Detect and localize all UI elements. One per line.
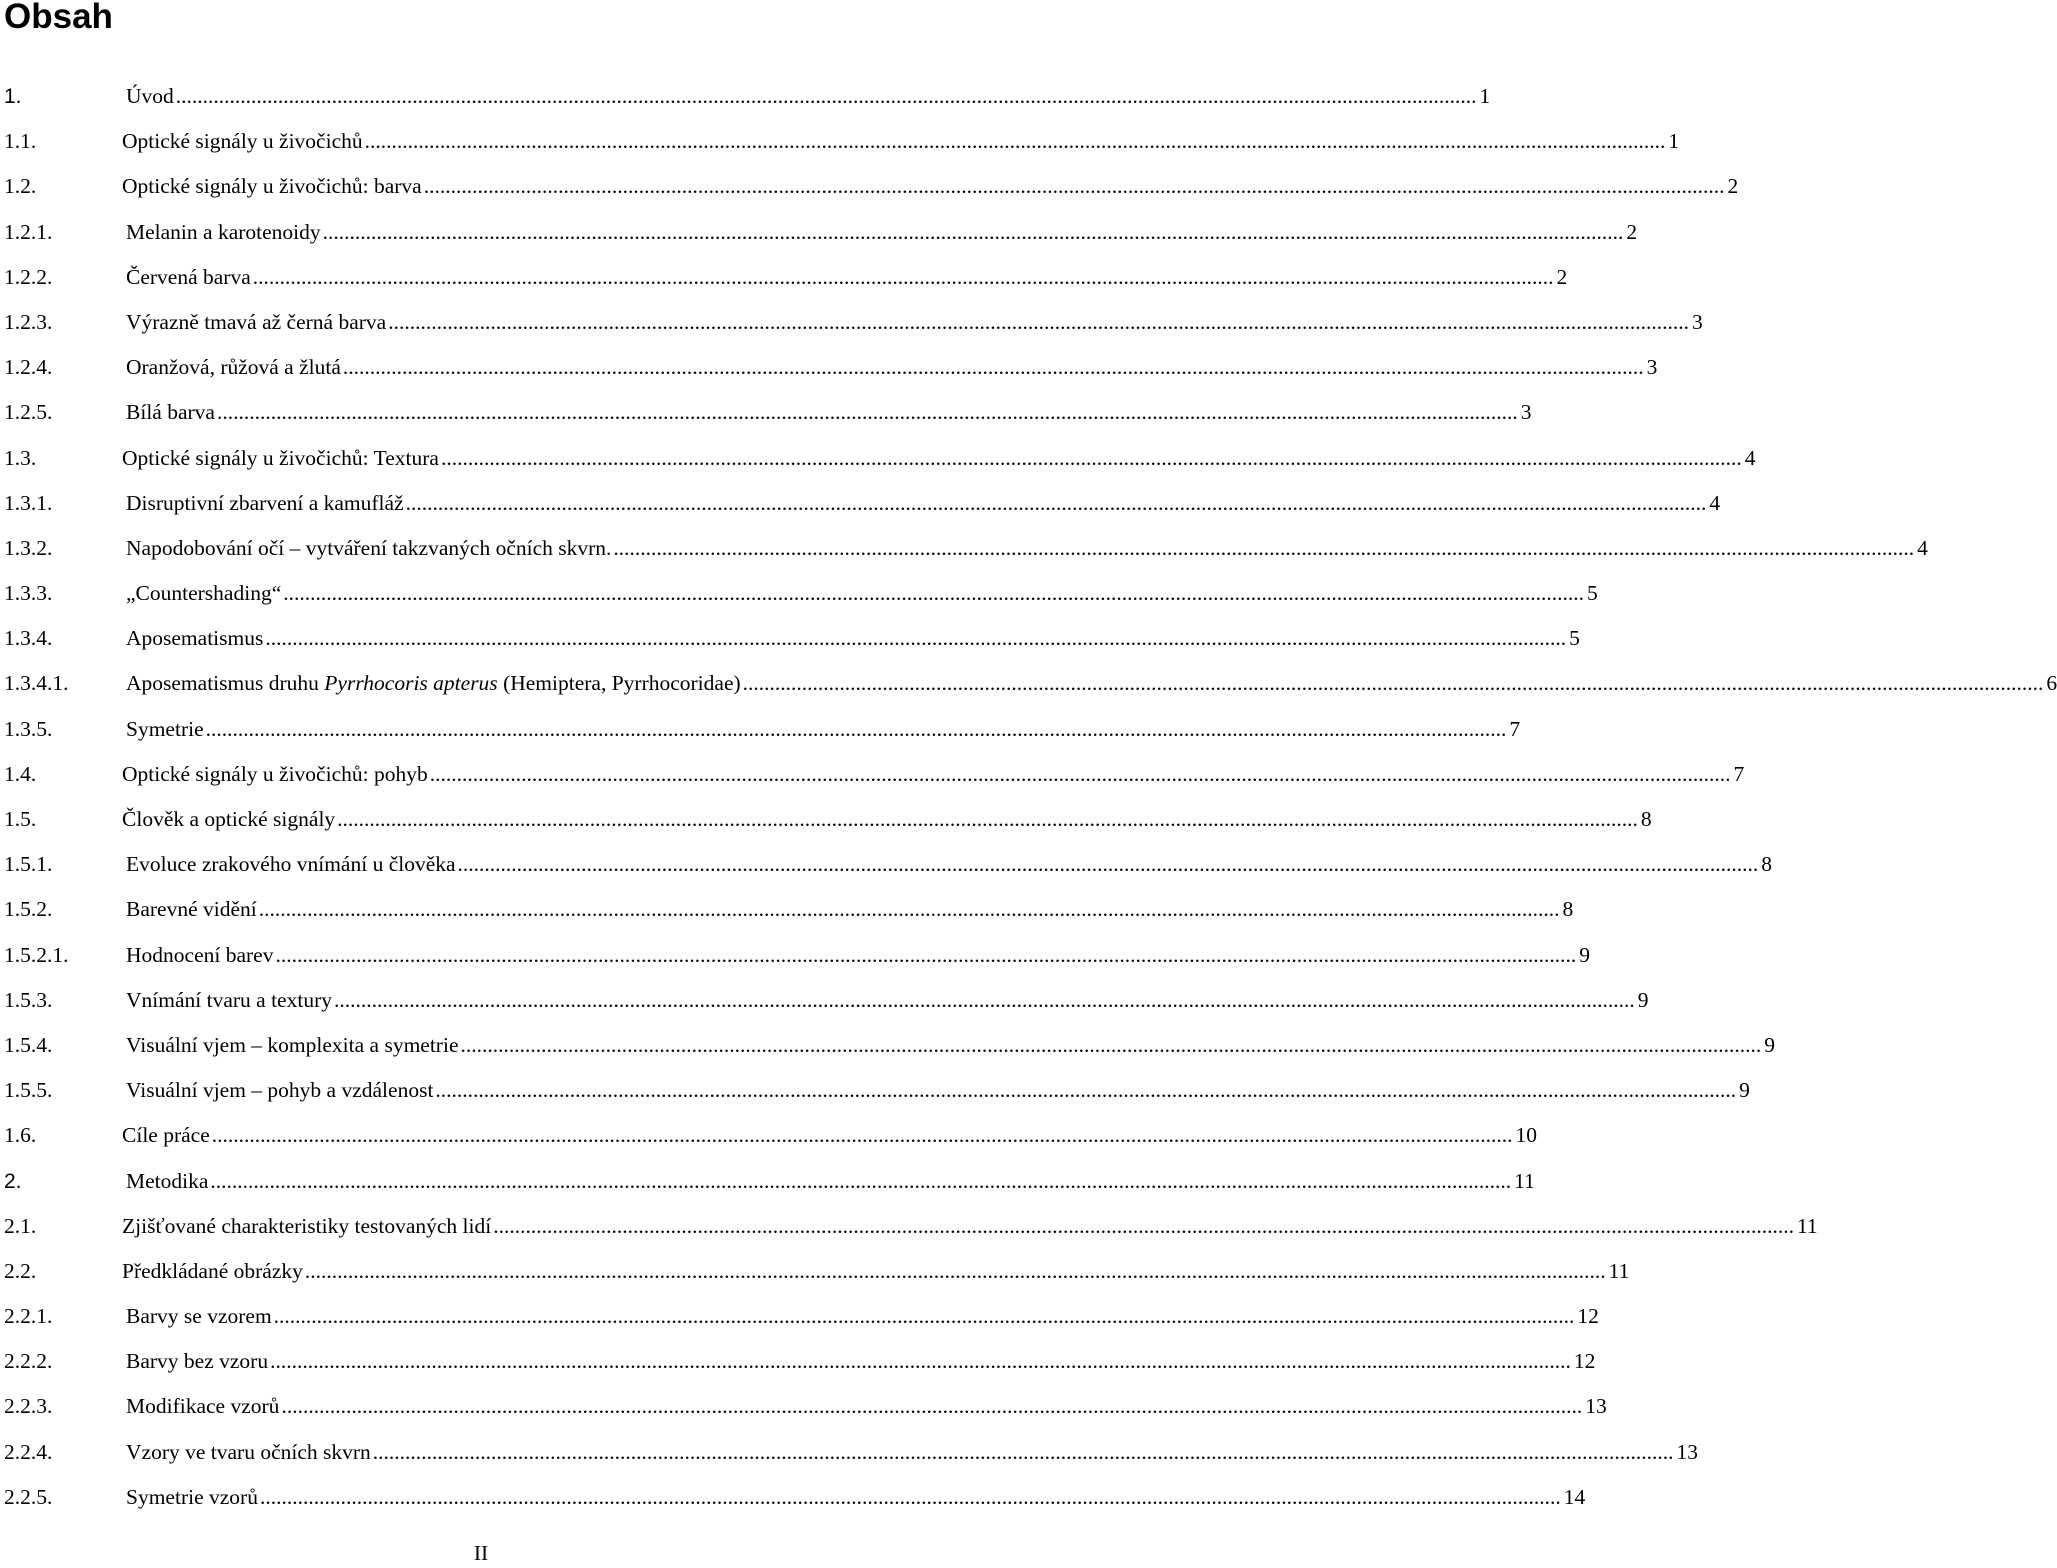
toc-entry-title[interactable]: Úvod (126, 84, 174, 108)
toc-entry-title[interactable]: Melanin a karotenoidy (126, 219, 321, 244)
toc-entry-page: 2 (1727, 174, 1739, 199)
dot-leader (743, 661, 2044, 706)
toc-entry-title[interactable]: Optické signály u živočichů (122, 129, 363, 154)
toc-entry-page: 3 (1646, 355, 1658, 380)
toc-entry-title[interactable]: Bílá barva (126, 400, 215, 425)
toc-entry[interactable] (0, 1339, 1596, 1384)
toc-entry-title[interactable]: Hodnocení barev (126, 942, 274, 967)
toc-entry[interactable] (0, 255, 1568, 300)
toc-entry-number: 1.2. (4, 174, 37, 199)
toc-entry-number: 2.2.4. (4, 1439, 53, 1464)
toc-entry-number: 1.2.4. (4, 355, 53, 380)
toc-entry[interactable] (0, 616, 1580, 661)
toc-entry-title[interactable]: Symetrie (126, 716, 204, 741)
toc-entry-title[interactable]: Člověk a optické signály (122, 807, 336, 831)
toc-entry-page: 12 (1577, 1304, 1599, 1329)
toc-entry-number: 1.5.2. (4, 897, 53, 922)
toc-entry-page: 1 (1479, 84, 1491, 108)
toc-entry-number: 2.1. (4, 1213, 37, 1238)
toc-entry-number: 1.3.4.1. (4, 671, 69, 696)
toc-entry-number: 1.5.3. (4, 987, 53, 1012)
toc-entry[interactable] (0, 481, 1721, 526)
toc-entry[interactable] (0, 887, 1574, 932)
toc-entry[interactable] (0, 661, 2057, 706)
toc-entry-page: 8 (1640, 807, 1652, 831)
toc-entry[interactable] (0, 345, 1658, 390)
toc-entry-number: 1.2.5. (4, 400, 53, 425)
dot-leader (493, 1204, 1794, 1249)
page-number: II (473, 1541, 489, 1565)
toc-entry-title[interactable]: Modifikace vzorů (126, 1394, 280, 1419)
toc-entry-page: 5 (1569, 626, 1580, 651)
toc-entry-page: 12 (1573, 1349, 1596, 1374)
dot-leader (260, 1475, 1561, 1520)
toc-entry-page: 14 (1563, 1484, 1586, 1509)
toc-entry-title[interactable]: Barvy se vzorem (126, 1304, 272, 1329)
toc-entry-title[interactable]: Metodika (126, 1168, 209, 1193)
toc-entry-number: 1.2.2. (4, 264, 53, 289)
toc-entry-page: 13 (1585, 1394, 1607, 1419)
toc-entry-page: 1 (1668, 129, 1680, 154)
dot-leader (373, 1430, 1674, 1475)
toc-entry-page: 11 (1514, 1168, 1535, 1193)
toc-entry[interactable] (0, 1249, 1630, 1294)
toc-entry-page: 6 (2046, 671, 2057, 696)
dot-leader (253, 255, 1554, 300)
toc-entry[interactable] (0, 842, 1773, 887)
toc-entry-number: 2.2.1. (4, 1304, 53, 1329)
dot-leader (334, 978, 1635, 1023)
dot-leader (212, 1113, 1513, 1158)
toc-entry-title-part: (Hemiptera, Pyrrhocoridae) (497, 671, 741, 696)
toc-entry-title[interactable]: Optické signály u živočichů: pohyb (122, 761, 428, 786)
toc-entry-title[interactable]: Oranžová, růžová a žlutá (126, 355, 341, 380)
toc-entry-title[interactable]: Červená barva (126, 264, 251, 289)
toc-entry[interactable] (0, 210, 1638, 255)
dot-leader (217, 390, 1518, 435)
toc-entry-page: 5 (1587, 581, 1598, 606)
toc-entry[interactable] (0, 1113, 1537, 1158)
dot-leader (430, 752, 1731, 797)
toc-entry-page: 7 (1733, 761, 1745, 786)
toc-entry-page: 4 (1917, 535, 1928, 560)
toc-entry-title[interactable]: Výrazně tmavá až černá barva (126, 309, 387, 334)
dot-leader (441, 436, 1742, 481)
toc-entry-page: 8 (1562, 897, 1574, 922)
toc-entry[interactable] (0, 797, 1652, 842)
toc-entry-page: 11 (1796, 1213, 1818, 1238)
toc-entry[interactable] (0, 1159, 1535, 1204)
toc-entry-title[interactable]: Cíle práce (122, 1123, 210, 1148)
toc-entry-number: 2.2.3. (4, 1394, 53, 1419)
toc-entry-number: 1.4. (4, 761, 37, 786)
toc-entry-number: 1.6. (4, 1123, 37, 1148)
toc-entry-number: 1.5.1. (4, 852, 53, 877)
toc-entry-page: 7 (1509, 716, 1521, 741)
toc-entry-page: 8 (1761, 852, 1773, 877)
toc-entry-number: 1.5.4. (4, 1032, 53, 1057)
toc-entry[interactable] (0, 1068, 1750, 1113)
toc-entry-page: 4 (1744, 445, 1756, 470)
toc-entry-number: 1.3. (4, 445, 37, 470)
dot-leader (406, 481, 1707, 526)
toc-entry-title[interactable]: Předkládané obrázky (122, 1258, 303, 1283)
toc-entry-page: 2 (1556, 264, 1568, 289)
toc-entry[interactable] (0, 436, 1756, 481)
toc-entry[interactable] (0, 1204, 1818, 1249)
toc-entry[interactable] (0, 1294, 1599, 1339)
dot-leader (435, 1068, 1736, 1113)
dot-leader (337, 797, 1638, 842)
toc-entry[interactable] (0, 526, 1928, 571)
toc-entry-page: 13 (1676, 1439, 1699, 1464)
toc-entry-title[interactable]: Vzory ve tvaru očních skvrn (126, 1439, 371, 1464)
table-of-contents (0, 74, 2057, 1520)
toc-entry[interactable] (0, 74, 1491, 119)
toc-entry-number: 1.3.1. (4, 490, 53, 515)
toc-entry-number: 2.2.5. (4, 1484, 53, 1509)
dot-leader (265, 616, 1566, 661)
dot-leader (206, 707, 1507, 752)
toc-entry-number: 2. (4, 1169, 22, 1193)
toc-entry[interactable] (0, 390, 1532, 435)
toc-entry-title[interactable]: Zjišťované charakteristiky testovaných lidí (122, 1213, 492, 1238)
toc-entry-number: 2.2.2. (4, 1349, 53, 1374)
dot-leader (270, 1339, 1571, 1384)
toc-entry-number: 2.2. (4, 1258, 37, 1283)
toc-entry-number: 1.3.4. (4, 626, 53, 651)
dot-leader (259, 887, 1560, 932)
toc-entry-title[interactable]: Aposematismus (126, 626, 264, 651)
toc-entry-number: 1.5. (4, 807, 37, 831)
toc-entry-title[interactable]: Vnímání tvaru a textury (126, 987, 332, 1012)
toc-entry-title[interactable]: Visuální vjem – komplexita a symetrie (126, 1032, 459, 1057)
dot-leader (305, 1249, 1606, 1294)
dot-leader (460, 1023, 1761, 1068)
toc-entry-page: 2 (1626, 219, 1638, 244)
dot-leader (210, 1159, 1511, 1204)
dot-leader (283, 571, 1584, 616)
toc-entry-title[interactable]: Evoluce zrakového vnímání u člověka (126, 852, 456, 877)
dot-leader (388, 300, 1689, 345)
page-title: Obsah (4, 0, 113, 36)
toc-entry[interactable] (0, 119, 1680, 164)
toc-entry-title[interactable]: Disruptivní zbarvení a kamufláž (126, 490, 404, 515)
toc-entry-number: 1. (4, 85, 22, 108)
toc-entry[interactable] (0, 571, 1598, 616)
toc-entry[interactable] (0, 1475, 1586, 1520)
toc-entry-title[interactable]: Symetrie vzorů (126, 1484, 258, 1509)
toc-entry-title[interactable]: „Countershading“ (126, 581, 282, 606)
toc-entry-page: 4 (1709, 490, 1721, 515)
toc-entry-title[interactable]: Visuální vjem – pohyb a vzdálenost (126, 1078, 434, 1103)
toc-entry[interactable] (0, 978, 1649, 1023)
toc-entry-number: 1.3.3. (4, 581, 53, 606)
dot-leader (275, 933, 1576, 978)
toc-entry[interactable] (0, 1384, 1607, 1429)
dot-leader (274, 1294, 1575, 1339)
toc-entry-number: 1.5.5. (4, 1078, 53, 1103)
toc-entry-number: 1.2.1. (4, 219, 53, 244)
toc-entry[interactable] (0, 752, 1745, 797)
dot-leader (613, 526, 1914, 571)
toc-entry-number: 1.5.2.1. (4, 942, 69, 967)
toc-entry-page: 3 (1520, 400, 1532, 425)
toc-entry-page: 9 (1637, 987, 1649, 1012)
toc-entry-page: 9 (1579, 942, 1590, 967)
toc-entry-title[interactable] (126, 661, 741, 706)
dot-leader (365, 119, 1666, 164)
toc-entry[interactable] (0, 300, 1703, 345)
toc-entry-number: 1.3.2. (4, 535, 53, 560)
dot-leader (424, 164, 1725, 209)
dot-leader (281, 1384, 1582, 1429)
toc-entry-page: 10 (1515, 1123, 1537, 1148)
dot-leader (458, 842, 1759, 887)
toc-entry-page: 9 (1739, 1078, 1750, 1103)
toc-entry[interactable] (0, 933, 1590, 978)
toc-entry[interactable] (0, 707, 1521, 752)
toc-entry-page: 9 (1764, 1032, 1775, 1057)
toc-entry[interactable] (0, 164, 1739, 209)
toc-entry-title[interactable]: Barvy bez vzoru (126, 1349, 269, 1374)
toc-entry-title[interactable]: Napodobování očí – vytváření takzvaných očních skvrn. (126, 535, 612, 560)
toc-entry-number: 1.1. (4, 129, 37, 154)
toc-entry-number: 1.2.3. (4, 309, 53, 334)
dot-leader (343, 345, 1644, 390)
toc-entry-title[interactable]: Optické signály u živočichů: Textura (122, 445, 439, 470)
toc-entry-number: 1.3.5. (4, 716, 53, 741)
toc-entry-page: 3 (1691, 309, 1703, 334)
dot-leader (323, 210, 1624, 255)
toc-entry-title-part: Aposematismus druhu (126, 671, 325, 696)
dot-leader (176, 74, 1477, 119)
toc-entry-page: 11 (1608, 1258, 1630, 1283)
toc-entry[interactable] (0, 1430, 1699, 1475)
toc-entry-title-species: Pyrrhocoris apterus (324, 671, 498, 696)
toc-entry-title[interactable]: Optické signály u živočichů: barva (122, 174, 422, 199)
toc-entry[interactable] (0, 1023, 1775, 1068)
toc-entry-title[interactable]: Barevné vidění (126, 897, 257, 922)
